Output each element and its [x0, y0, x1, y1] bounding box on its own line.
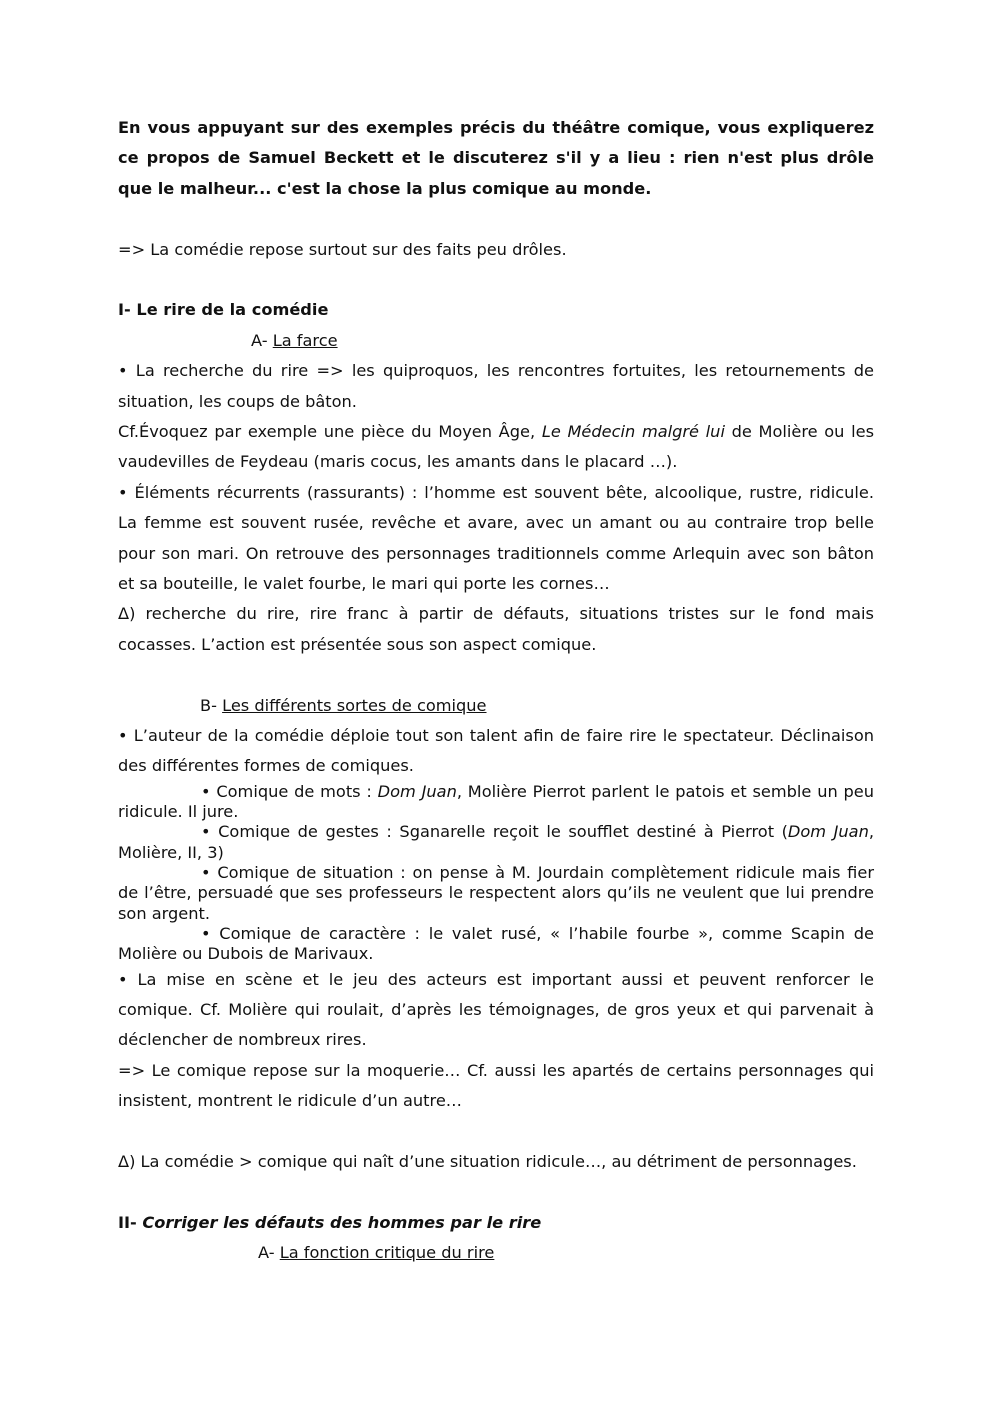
paragraph: • L’auteur de la comédie déploie tout son talent afin de faire rire le spectateur. Déclinaison des différentes formes de comiques.	[118, 726, 874, 776]
text-run: , Molière, II, 3)	[118, 822, 874, 862]
text-run: • Comique de mots :	[201, 781, 378, 801]
paragraph: • La mise en scène et le jeu des acteurs est important aussi et peuvent renforcer le comique. Cf. Molière qui roulait, d’après les témoignages, de gros yeux et qui parvenait à déclencher de nombreux rires.	[118, 969, 874, 1050]
subsection-prefix: A-	[258, 1243, 280, 1263]
subsection-title: La fonction critique du rire	[279, 1243, 495, 1263]
paragraph: Δ) recherche du rire, rire franc à partir de défauts, situations tristes sur le fond mais cocasses. L’action est présentée sous son aspect comique.	[118, 604, 874, 654]
paragraph	[118, 417, 874, 478]
question-line: En vous appuyant sur des exemples précis du théâtre comique, vous expliquerez	[118, 118, 874, 137]
work-title: Dom Juan	[787, 822, 869, 842]
essay-question	[118, 113, 874, 204]
text-run: , Molière Pierrot parlent le patois et semble un peu ridicule. Il jure.	[118, 781, 875, 822]
subsection-prefix: B-	[200, 695, 223, 715]
work-title: Le Médecin malgré lui	[541, 422, 725, 442]
part1-conclusion: Δ) La comédie > comique qui naît d’une situation ridicule…, au détriment de personnages.	[118, 1151, 857, 1171]
list-item	[118, 924, 874, 965]
section-heading-part1: I- Le rire de la comédie	[118, 300, 329, 320]
section-heading-part2	[118, 1208, 874, 1238]
subsection-prefix: A-	[251, 330, 273, 350]
paragraph: • Éléments récurrents (rassurants) : l’homme est souvent bête, alcoolique, rustre, ridicule. La femme est souvent rusée, revêche et avare, avec un amant ou au contraire trop belle pour son mari. On retrouve des personnages traditionnels comme Arlequin avec son bâton et sa bouteille, le valet fourbe, le mari qui porte les cornes…	[118, 482, 874, 594]
text-run: • Comique de caractère : le valet rusé, « l’habile fourbe », comme Scapin de Molière ou Dubois de Marivaux.	[118, 923, 874, 964]
question-line: ce propos de Samuel Beckett et le discuterez s'il y a lieu : rien n'est plus drôle	[118, 148, 874, 168]
list-item	[118, 863, 874, 924]
list-item	[118, 822, 874, 863]
subsection-heading-1a	[118, 326, 874, 356]
text-run: Cf.Évoquez par exemple une pièce du Moyen Âge,	[118, 422, 542, 442]
text-run: de Molière ou les vaudevilles de Feydeau (maris cocus, les amants dans le placard …).	[118, 422, 874, 472]
subsection-title: Les différents sortes de comique	[222, 695, 487, 715]
section-prefix: II-	[118, 1212, 143, 1232]
subsection-title: La farce	[272, 330, 338, 350]
subsection-heading-2a	[118, 1238, 874, 1268]
question-line: que le malheur... c'est la chose la plus comique au monde.	[118, 178, 652, 198]
list-item	[118, 782, 874, 823]
work-title: Dom Juan	[377, 781, 457, 801]
text-run: • Comique de gestes : Sganarelle reçoit le soufflet destiné à Pierrot (	[201, 822, 788, 842]
paragraph: => Le comique repose sur la moquerie… Cf. aussi les apartés de certains personnages qui insistent, montrent le ridicule d’un autre…	[118, 1060, 874, 1111]
subsection-heading-1b	[118, 691, 874, 721]
thesis: => La comédie repose surtout sur des faits peu drôles.	[118, 239, 567, 259]
paragraph: • La recherche du rire => les quiproquos, les rencontres fortuites, les retournements de situation, les coups de bâton.	[118, 361, 874, 411]
document-page	[118, 113, 874, 1269]
section-title: Corriger les défauts des hommes par le rire	[142, 1212, 542, 1232]
text-run: • Comique de situation : on pense à M. Jourdain complètement ridicule mais fier de l’être, persuadé que ses professeurs le respectent alors qu’ils ne veulent que lui prendre son argent.	[118, 863, 874, 923]
